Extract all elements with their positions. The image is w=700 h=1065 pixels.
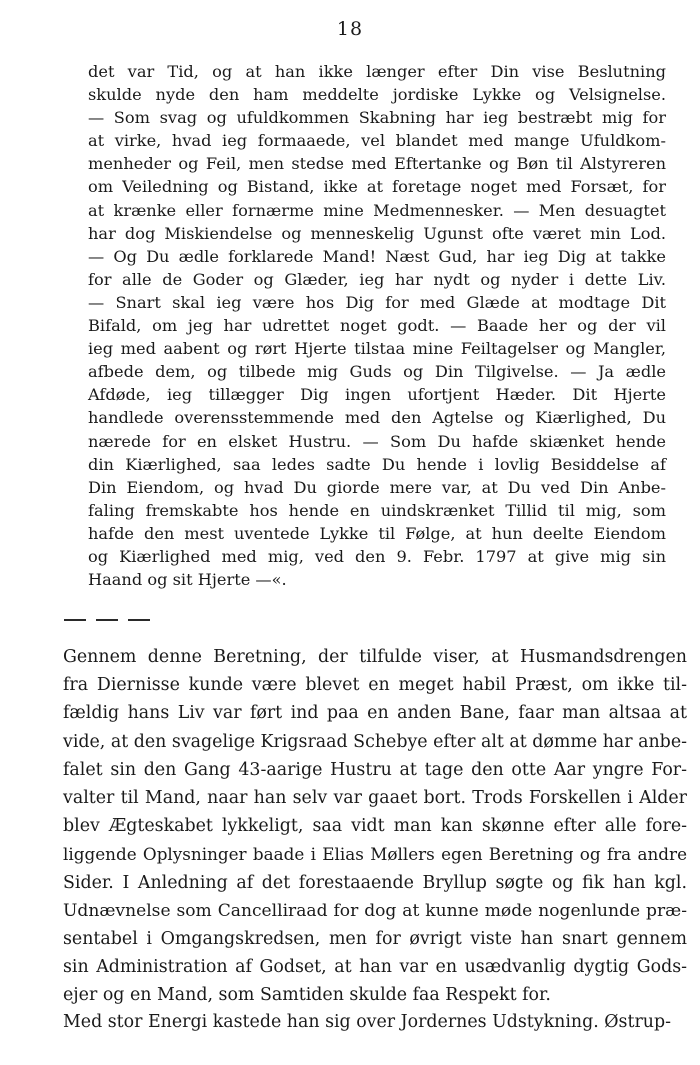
paragraph-line: Gennem denne Beretning, der tilfulde viser, at Husmandsdrengen	[63, 647, 687, 667]
quote-line: nærede for en elsket Hustru. — Som Du hafde skiænket hende	[88, 431, 666, 451]
quote-line: handlede overensstemmende med den Agtelse og Kiærlighed, Du	[88, 408, 666, 428]
quoted-letter	[88, 60, 666, 591]
body-paragraph	[63, 643, 687, 1009]
paragraph-line: fældig hans Liv var ført ind paa en anden Bane, faar man altsaa at	[63, 703, 687, 724]
quote-line: skulde nyde den ham meddelte jordiske Lykke og Velsignelse.	[88, 85, 666, 105]
quote-line: Haand og sit Hjerte —«.	[88, 570, 287, 590]
quote-line: — Snart skal ieg være hos Dig for med Glæde at modtage Dit	[88, 292, 666, 312]
paragraph-line: falet sin den Gang 43-aarige Hustru at tage den otte Aar yngre For-	[63, 759, 687, 780]
quote-line: — Som svag og ufuldkommen Skabning har ieg bestræbt mig for	[88, 108, 666, 128]
page-number: 18	[336, 18, 364, 40]
quote-line: at krænke eller fornærme mine Medmennesker. — Men desuagtet	[88, 200, 666, 220]
paragraph-line: sentabel i Omgangskredsen, men for øvrigt viste han snart gennem	[63, 928, 687, 949]
paragraph-line: Udnævnelse som Cancelliraad for dog at kunne møde nogenlunde præ-	[63, 900, 687, 921]
paragraph-line: Sider. I Anledning af det forestaaende Bryllup søgte og fik han kgl.	[63, 872, 687, 893]
quote-line: faling fremskabte hos hende en uindskrænket Tillid til mig, som	[88, 500, 666, 520]
divider-dash	[96, 619, 118, 621]
paragraph-line: vide, at den svagelige Krigsraad Schebye efter alt at dømme har anbe-	[63, 731, 687, 752]
paragraph-line: ejer og en Mand, som Samtiden skulde faa Respekt for.	[63, 985, 551, 1006]
divider-dash	[64, 619, 86, 621]
paragraph-line: sin Administration af Godset, at han var en usædvanlig dygtig Gods-	[63, 957, 687, 978]
divider-dash	[128, 619, 150, 621]
paragraph-line: blev Ægteskabet lykkeligt, saa vidt man kan skønne efter alle fore-	[63, 816, 687, 837]
section-divider	[64, 616, 154, 624]
quote-line: det var Tid, og at han ikke længer efter Din vise Beslutning	[88, 62, 666, 81]
quote-line: Bifald, om jeg har udrettet noget godt. — Baade her og der vil	[88, 316, 666, 336]
quote-line: at virke, hvad ieg formaaede, vel blandet med mange Ufuldkom-	[88, 131, 666, 151]
quote-line: for alle de Goder og Glæder, ieg har nydt og nyder i dette Liv.	[88, 269, 666, 289]
quote-line: — Og Du ædle forklarede Mand! Næst Gud, har ieg Dig at takke	[88, 246, 666, 266]
body-paragraph-continued	[63, 1008, 687, 1036]
quote-line: afbede dem, og tilbede mig Guds og Din Tilgivelse. — Ja ædle	[88, 362, 666, 382]
quote-line: og Kiærlighed med mig, ved den 9. Febr. 1797 at give mig sin	[88, 546, 666, 566]
quote-line: ieg med aabent og rørt Hjerte tilstaa mine Feiltagelser og Mangler,	[88, 339, 666, 359]
paragraph-line: valter til Mand, naar han selv var gaaet bort. Trods Forskellen i Alder	[63, 787, 687, 808]
quote-line: har dog Miskiendelse og menneskelig Ugunst ofte været min Lod.	[88, 223, 666, 243]
paragraph-line: Med stor Energi kastede han sig over Jordernes Udstykning. Østrup-	[63, 1012, 671, 1032]
paragraph-line: fra Diernisse kunde være blevet en meget habil Præst, om ikke til-	[63, 675, 687, 696]
quote-line: om Veiledning og Bistand, ikke at foretage noget med Forsæt, for	[88, 177, 666, 197]
quote-line: menheder og Feil, men stedse med Eftertanke og Bøn til Alstyreren	[88, 154, 666, 174]
quote-line: Din Eiendom, og hvad Du giorde mere var, at Du ved Din Anbe-	[88, 477, 666, 497]
quote-line: Afdøde, ieg tillægger Dig ingen ufortjent Hæder. Dit Hjerte	[88, 385, 666, 405]
quote-line: hafde den mest uventede Lykke til Følge, at hun deelte Eiendom	[88, 523, 666, 543]
paragraph-line: liggende Oplysninger baade i Elias Møllers egen Beretning og fra andre	[63, 844, 687, 865]
quote-line: din Kiærlighed, saa ledes sadte Du hende i lovlig Besiddelse af	[88, 454, 666, 474]
